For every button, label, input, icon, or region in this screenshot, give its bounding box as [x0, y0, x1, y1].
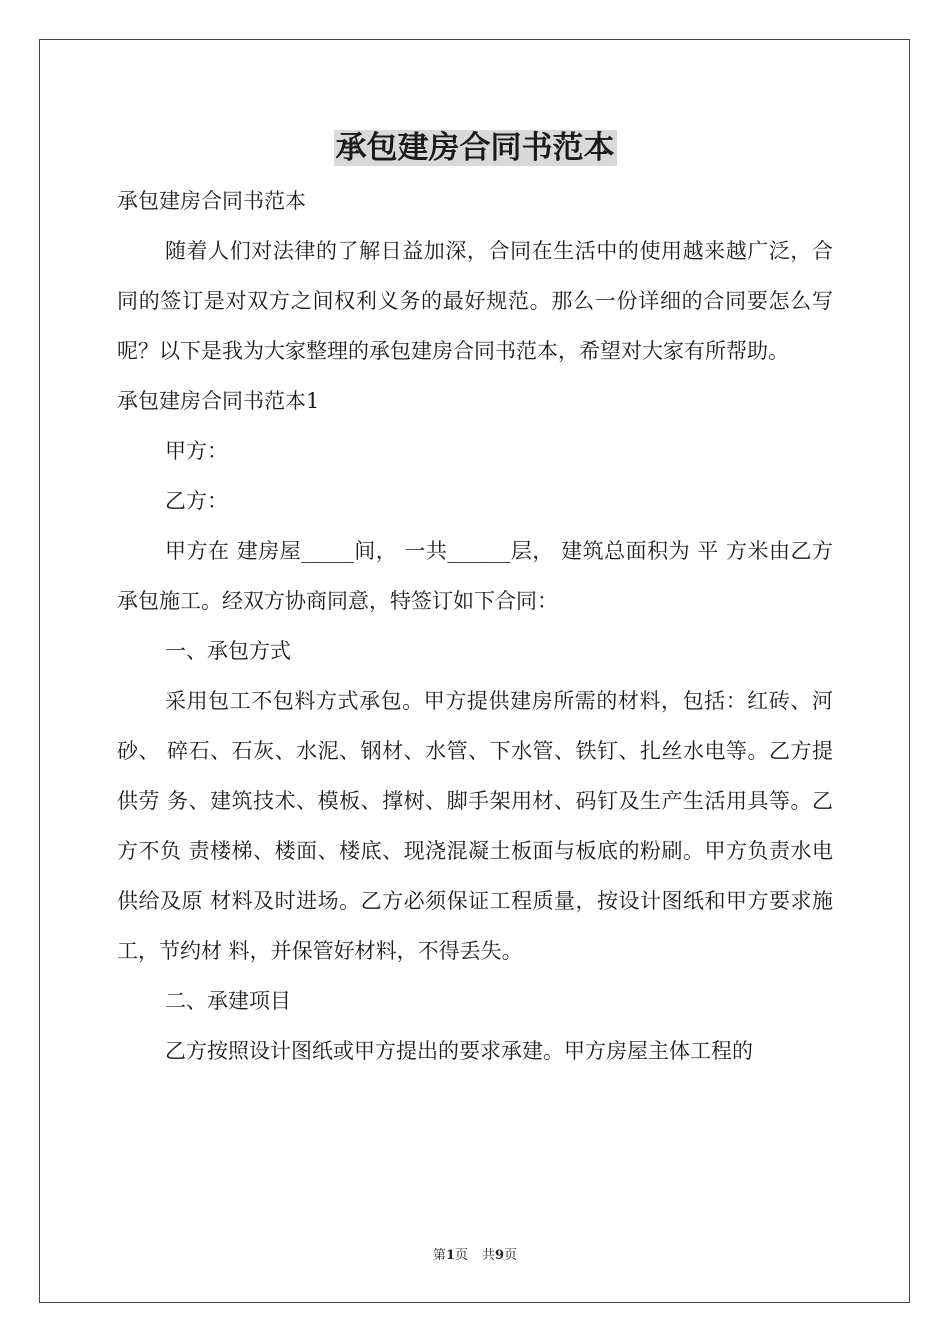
clause-2-body: 乙方按照设计图纸或甲方提出的要求承建。甲方房屋主体工程的 [165, 1039, 753, 1063]
page-prefix: 第 [432, 1248, 446, 1263]
document-subtitle: 承包建房合同书范本 [117, 189, 306, 213]
page-footer [0, 1246, 950, 1266]
document-title [0, 128, 950, 168]
page-total: 9 [495, 1248, 505, 1263]
clause-1-heading: 一、承包方式 [165, 639, 291, 663]
preamble-paragraph: 甲方在 建房屋_____间， 一共______层， 建筑总面积为 平 方米由乙方承包施工。经双方协商同意，特签订如下合同： [117, 539, 833, 613]
clause-2-heading: 二、承建项目 [165, 989, 291, 1013]
party-b-label: 乙方： [165, 489, 228, 513]
intro-paragraph: 随着人们对法律的了解日益加深，合同在生活中的使用越来越广泛，合同的签订是对双方之间权利义务的最好规范。那么一份详细的合同要怎么写呢？以下是我为大家整理的承包建房合同书范本，希望对大家有所帮助。 [117, 239, 833, 363]
party-a-label: 甲方： [165, 439, 228, 463]
total-suffix: 页 [504, 1248, 518, 1263]
document-body [117, 176, 833, 1076]
page-current: 1 [445, 1248, 455, 1263]
total-prefix: 共 [482, 1248, 496, 1263]
page-suffix: 页 [454, 1248, 468, 1263]
clause-1-body: 采用包工不包料方式承包。甲方提供建房所需的材料，包括：红砖、河砂、 碎石、石灰、水泥、钢材、水管、下水管、铁钉、扎丝水电等。乙方提供劳 务、建筑技术、模板、撑树、脚手架用材、码钉及生产生活用具等。乙方不负 责楼梯、楼面、楼底、现浇混凝土板面与板底的粉刷。甲方负责水电供给及原 材料及时进场。乙方必须保证工程质量，按设计图纸和甲方要求施工，节约材 料，并保管好材料，不得丢失。 [117, 689, 833, 963]
section-title: 承包建房合同书范本1 [117, 389, 320, 413]
document-title-text: 承包建房合同书范本 [335, 130, 615, 166]
